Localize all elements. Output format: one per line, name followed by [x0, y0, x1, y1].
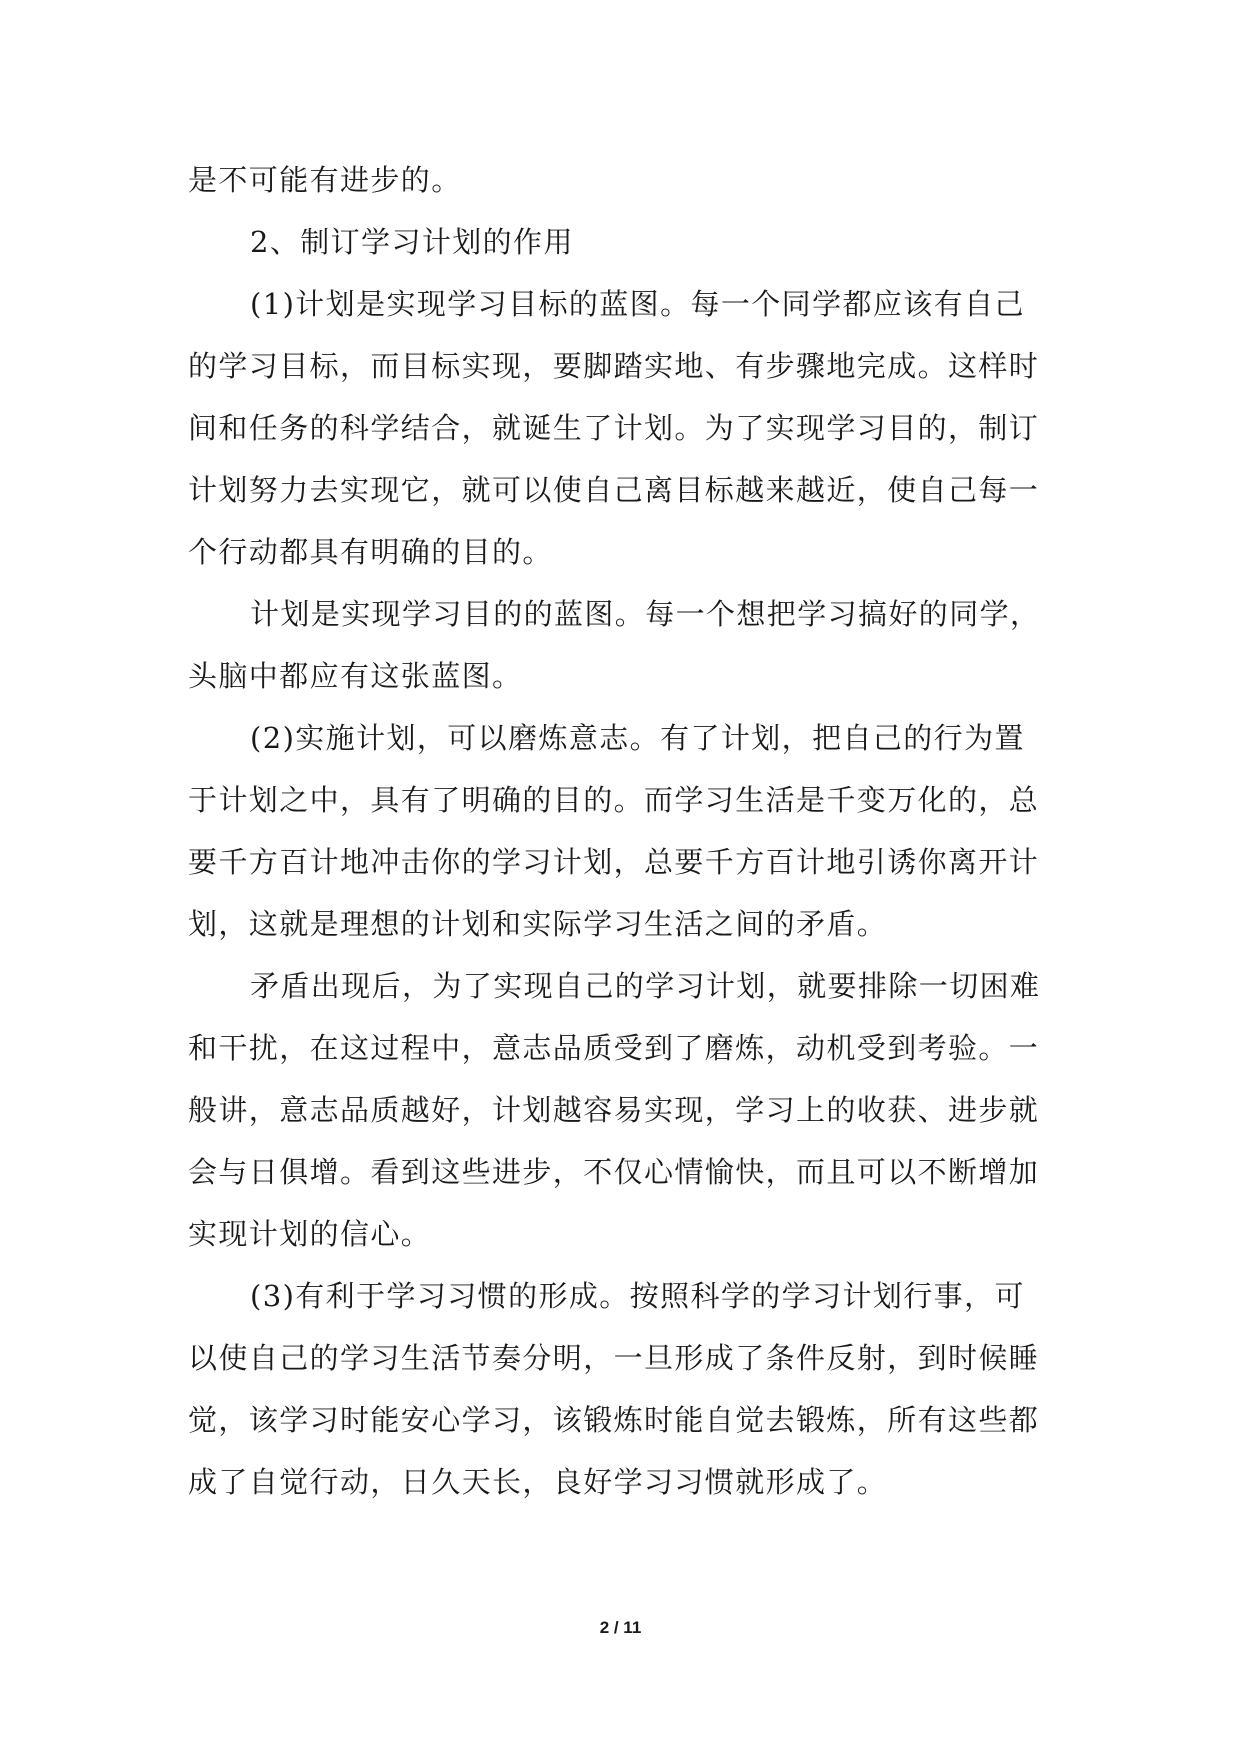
text-line: 于计划之中，具有了明确的目的。而学习生活是千变万化的，总 [188, 783, 1040, 817]
section-heading: 2、制订学习计划的作用 [250, 225, 574, 259]
text-line: 会与日俱增。看到这些进步，不仅心情愉快，而且可以不断增加 [188, 1155, 1040, 1189]
text-line: 般讲，意志品质越好，计划越容易实现，学习上的收获、进步就 [188, 1093, 1040, 1127]
text-line: 和干扰，在这过程中，意志品质受到了磨炼，动机受到考验。一 [188, 1031, 1040, 1065]
text-line: (3)有利于学习习惯的形成。按照科学的学习计划行事，可 [250, 1279, 1025, 1313]
text-line: 成了自觉行动，日久天长，良好学习习惯就形成了。 [188, 1465, 888, 1499]
text-line: (2)实施计划，可以磨炼意志。有了计划，把自己的行为置 [250, 721, 1025, 755]
text-line: 的学习目标，而目标实现，要脚踏实地、有步骤地完成。这样时 [188, 349, 1040, 383]
text-line: 以使自己的学习生活节奏分明，一旦形成了条件反射，到时候睡 [188, 1341, 1040, 1375]
text-line: 头脑中都应有这张蓝图。 [188, 659, 523, 693]
text-line: 矛盾出现后，为了实现自己的学习计划，就要排除一切困难 [250, 969, 1041, 1003]
page-number: 2 / 11 [599, 1618, 642, 1637]
text-line: 要千方百计地冲击你的学习计划，总要千方百计地引诱你离开计 [188, 845, 1040, 879]
text-line: 个行动都具有明确的目的。 [188, 535, 553, 569]
text-line: 划，这就是理想的计划和实际学习生活之间的矛盾。 [188, 907, 888, 941]
text-line: 实现计划的信心。 [188, 1217, 432, 1251]
text-line: 间和任务的科学结合，就诞生了计划。为了实现学习目的，制订 [188, 411, 1040, 445]
text-line: (1)计划是实现学习目标的蓝图。每一个同学都应该有自己 [250, 287, 1025, 321]
text-line: 是不可能有进步的。 [188, 163, 462, 197]
text-line: 计划是实现学习目的的蓝图。每一个想把学习搞好的同学， [250, 597, 1041, 631]
text-line: 觉，该学习时能安心学习，该锻炼时能自觉去锻炼，所有这些都 [188, 1403, 1040, 1437]
text-line: 计划努力去实现它，就可以使自己离目标越来越近，使自己每一 [188, 473, 1040, 507]
